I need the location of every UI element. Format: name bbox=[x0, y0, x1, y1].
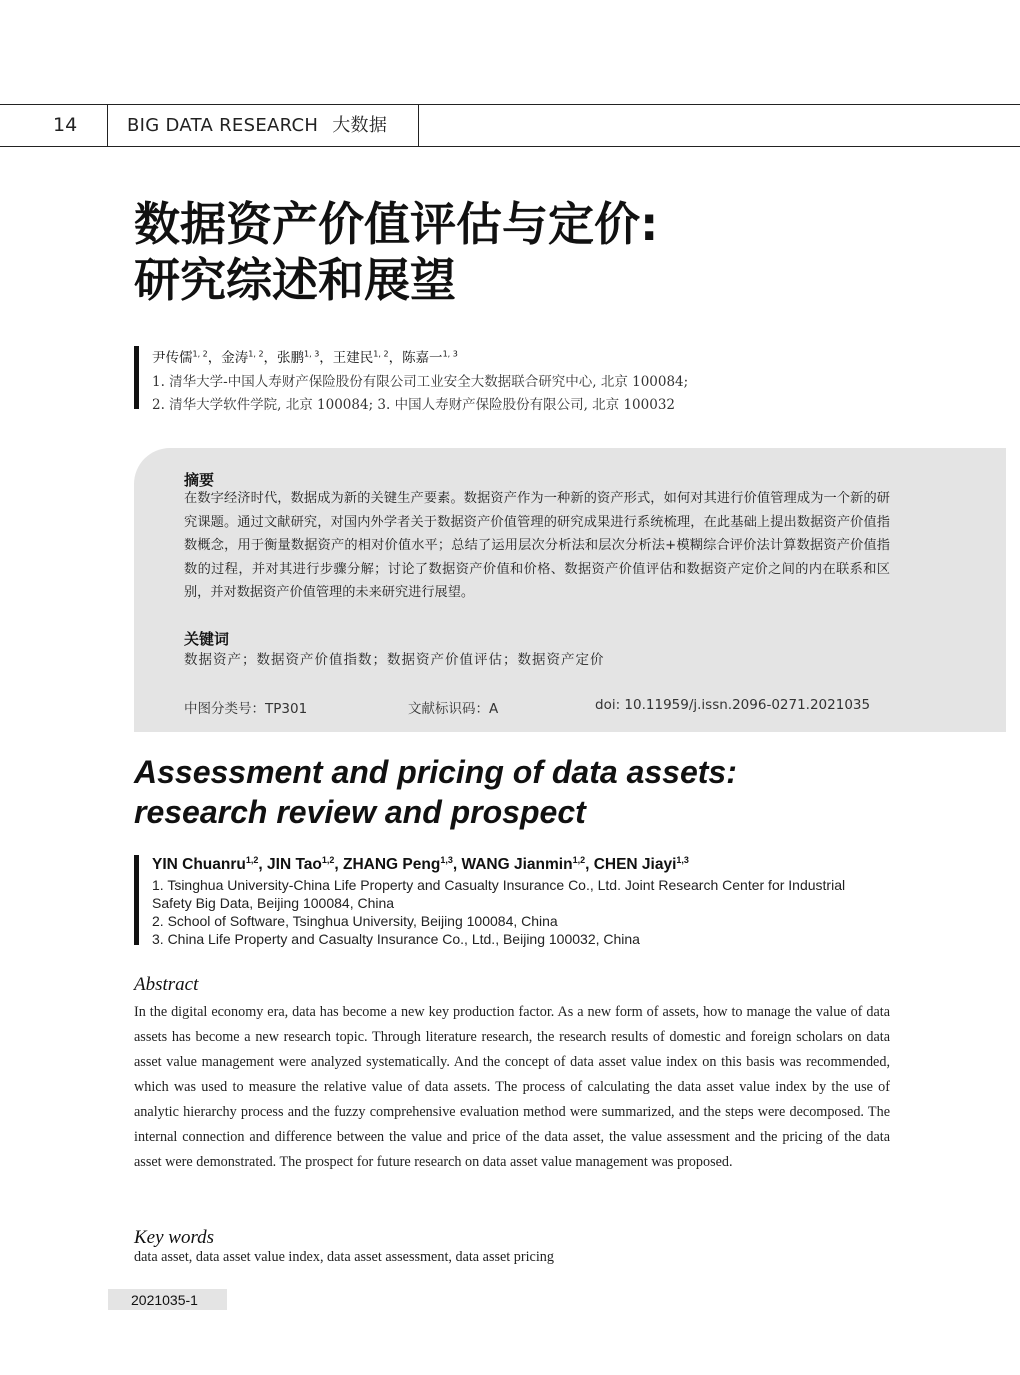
title-cn bbox=[134, 196, 934, 308]
affiliations-en bbox=[152, 876, 892, 948]
author-cn-3: 张鹏 bbox=[277, 350, 305, 366]
author-cn-4: 王建民 bbox=[332, 350, 374, 366]
abstract-en-heading: Abstract bbox=[134, 974, 199, 995]
author-cn-2: 金涛 bbox=[221, 350, 249, 366]
abstract-en-text: In the digital economy era, data has become a new key production factor. As a new form of assets, how to manage the value of data assets has become a new research topic. Through literature research, the research results of domestic and foreign scholars on data asset value management were analyzed systematically. And the concept of data asset value index on this basis was recommended, which was used to measure the relative value of data assets. The process of calculating the data asset value index by the use of analytic hierarchy process and the fuzzy comprehensive evaluation method were summarized, and the steps were decomposed. The internal connection and difference between the value and price of the data asset, the value assessment and the pricing of the data asset were demonstrated. The prospect for future research on data asset value management was proposed. bbox=[134, 1004, 890, 1170]
abstract-cn-heading: 摘要 bbox=[184, 471, 215, 489]
title-en bbox=[134, 752, 994, 832]
author-en-3-sup: 1,3 bbox=[440, 855, 453, 865]
affiliation-en-line1: 1. Tsinghua University-China Life Property and Casualty Insurance Co., Ltd. Joint Research Center for Industrial bbox=[152, 877, 846, 893]
author-cn-1: 尹传儒 bbox=[152, 350, 193, 366]
page-number: 14 bbox=[0, 105, 108, 146]
title-cn-line2: 研究综述和展望 bbox=[134, 253, 456, 307]
document-code: 文献标识码：A bbox=[408, 701, 499, 717]
authors-cn: 尹传儒$^{1, 2}$，金涛$^{1, 2}$，张鹏$^{1, 3}$，王建民$^{1, 2}$，陈嘉一$^{1, 3}$ bbox=[152, 349, 458, 366]
author-en-1: YIN Chuanru bbox=[152, 856, 246, 874]
author-en-4: WANG Jianmin bbox=[461, 856, 573, 874]
author-cn-5-sup: 1, 3 bbox=[442, 349, 458, 359]
keywords-en-text: data asset, data asset value index, data asset assessment, data asset pricing bbox=[134, 1249, 554, 1265]
author-cn-5: 陈嘉一 bbox=[402, 350, 443, 366]
journal-name-cn: 大数据 bbox=[332, 115, 388, 136]
author-en-5: CHEN Jiayi bbox=[593, 856, 677, 874]
title-en-line1: Assessment and pricing of data assets: bbox=[134, 754, 737, 790]
author-en-1-sup: 1,2 bbox=[245, 855, 259, 865]
journal-name-en: BIG DATA RESEARCH bbox=[127, 115, 319, 136]
authors-en: YIN Chuanru$^{1,2}$, JIN Tao$^{1,2}$, ZHANG Peng$^{1,3}$, WANG Jianmin$^{1,2}$, CHEN Jiayi$^{1,3}$ bbox=[152, 855, 689, 874]
author-en-5-sup: 1,3 bbox=[676, 855, 689, 865]
author-cn-4-sup: 1, 2 bbox=[373, 349, 389, 359]
author-en-3: ZHANG Peng bbox=[343, 856, 441, 874]
keywords-cn-text: 数据资产；数据资产价值指数；数据资产价值评估；数据资产定价 bbox=[184, 652, 605, 668]
author-block-bar-cn bbox=[134, 346, 139, 409]
running-header bbox=[0, 104, 1020, 147]
keywords-cn-heading: 关键词 bbox=[184, 630, 230, 648]
title-en-line2: research review and prospect bbox=[134, 794, 586, 830]
affiliation-cn-line2: 2. 清华大学软件学院, 北京 100084; 3. 中国人寿财产保险股份有限公司, 北京 100032 bbox=[152, 397, 675, 413]
journal-name bbox=[108, 105, 419, 146]
author-cn-1-sup: 1, 2 bbox=[192, 349, 208, 359]
author-cn-2-sup: 1, 2 bbox=[248, 349, 264, 359]
author-en-4-sup: 1,2 bbox=[572, 855, 586, 865]
keywords-en-heading: Key words bbox=[134, 1227, 215, 1248]
author-en-2: JIN Tao bbox=[267, 856, 322, 874]
affiliation-cn-line1: 1. 清华大学-中国人寿财产保险股份有限公司工业安全大数据联合研究中心, 北京 100084; bbox=[152, 374, 689, 390]
doi: doi: 10.11959/j.issn.2096-0271.2021035 bbox=[595, 697, 871, 713]
affiliation-en-line2: Safety Big Data, Beijing 100084, China bbox=[152, 895, 395, 911]
author-en-2-sup: 1,2 bbox=[321, 855, 335, 865]
author-block-bar-en bbox=[134, 855, 139, 945]
author-cn-3-sup: 1, 3 bbox=[304, 349, 320, 359]
article-code: 2021035-1 bbox=[108, 1289, 227, 1310]
abstract-cn-text: 在数字经济时代，数据成为新的关键生产要素。数据资产作为一种新的资产形式，如何对其进行价值管理成为一个新的研究课题。通过文献研究，对国内外学者关于数据资产价值管理的研究成果进行系统梳理，在此基础上提出数据资产价值指数概念，用于衡量数据资产的相对价值水平；总结了运用层次分析法和层次分析法+模糊综合评价法计算数据资产价值指数的过程，并对其进行步骤分解；讨论了数据资产价值和价格、数据资产价值评估和数据资产定价之间的内在联系和区别，并对数据资产价值管理的未来研究进行展望。 bbox=[184, 491, 890, 600]
affiliation-en-line3: 2. School of Software, Tsinghua University, Beijing 100084, China bbox=[152, 913, 558, 929]
title-cn-line1: 数据资产价值评估与定价: bbox=[134, 197, 659, 251]
clc-number: 中图分类号：TP301 bbox=[184, 701, 308, 717]
affiliation-en-line4: 3. China Life Property and Casualty Insurance Co., Ltd., Beijing 100032, China bbox=[152, 931, 640, 947]
